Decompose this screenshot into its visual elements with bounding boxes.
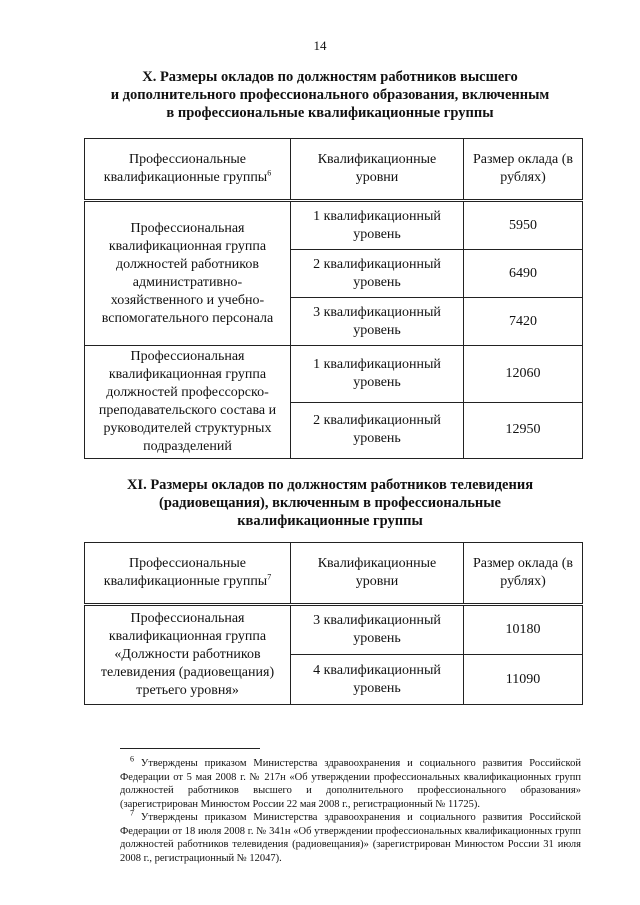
section-10-title bbox=[80, 68, 580, 122]
table-header-row bbox=[85, 543, 583, 605]
salary-cell: 12950 bbox=[464, 402, 583, 459]
salary-cell: 5950 bbox=[464, 201, 583, 250]
section-11-salary-table bbox=[84, 542, 583, 705]
footnote-text: Утверждены приказом Министерства здравоохранения и социального развития Российской Федерации от 5 мая 2008 г. № 217н «Об утверждении профессиональных квалификационных групп должностей работников высшего и дополнительного профессионального образования» (зарегистрирован Минюстом России 22 мая 2008 г., регистрационный № 11725). bbox=[120, 758, 581, 810]
header-salary-cell: Размер оклада (в рублях) bbox=[464, 139, 583, 201]
footnote-6 bbox=[120, 754, 581, 811]
footnote-7 bbox=[120, 808, 581, 865]
level-cell: 3 квалификационный уровень bbox=[291, 605, 464, 655]
footnote-ref-6[interactable]: 6 bbox=[267, 168, 272, 178]
level-cell: 1 квалификационный уровень bbox=[291, 346, 464, 403]
header-group-cell: Профессиональные квалификационные группы$^7$ bbox=[85, 543, 291, 605]
section-11-title-line: квалификационные группы bbox=[237, 513, 423, 529]
salary-cell: 12060 bbox=[464, 346, 583, 403]
level-cell: 3 квалификационный уровень bbox=[291, 298, 464, 346]
salary-cell: 10180 bbox=[464, 605, 583, 655]
header-group-cell: Профессиональные квалификационные группы$^6$ bbox=[85, 139, 291, 201]
footnote-mark: 7 bbox=[130, 808, 134, 818]
section-10-title-line: X. Размеры окладов по должностям работников высшего bbox=[142, 69, 518, 85]
footnote-text: Утверждены приказом Министерства здравоохранения и социального развития Российской Федерации от 18 июля 2008 г. № 341н «Об утверждении профессиональных квалификационных групп должностей работников телевидения (радиовещания)» (зарегистрирован Минюстом России 31 июля 2008 г., регистрационный № 12047). bbox=[120, 812, 581, 864]
group-name-cell: Профессиональная квалификационная группа «Должности работников телевидения (радиовещания) третьего уровня» bbox=[85, 605, 291, 705]
footnote-mark: 6 bbox=[130, 754, 134, 764]
header-salary-cell: Размер оклада (в рублях) bbox=[464, 543, 583, 605]
footnote-ref-7[interactable]: 7 bbox=[267, 572, 272, 582]
table-header-row bbox=[85, 139, 583, 201]
header-level-cell: Квалификационные уровни bbox=[291, 139, 464, 201]
salary-cell: 6490 bbox=[464, 250, 583, 298]
group-name-cell: Профессиональная квалификационная группа должностей профессорско-преподавательского состава и руководителей структурных подразделений bbox=[85, 346, 291, 459]
level-cell: 2 квалификационный уровень bbox=[291, 402, 464, 459]
salary-cell: 11090 bbox=[464, 655, 583, 705]
level-cell: 2 квалификационный уровень bbox=[291, 250, 464, 298]
group-name-cell: Профессиональная квалификационная группа должностей работников административно-хозяйственного и учебно-вспомогательного персонала bbox=[85, 201, 291, 346]
table-row bbox=[85, 346, 583, 403]
section-10-title-line: и дополнительного профессионального образования, включенным bbox=[110, 87, 550, 103]
level-cell: 4 квалификационный уровень bbox=[291, 655, 464, 705]
salary-cell: 7420 bbox=[464, 298, 583, 346]
page-number: 14 bbox=[313, 38, 327, 53]
table-row bbox=[85, 201, 583, 250]
section-11-title bbox=[80, 476, 580, 530]
header-level-cell: Квалификационные уровни bbox=[291, 543, 464, 605]
section-11-title-line: XI. Размеры окладов по должностям работников телевидения bbox=[126, 477, 534, 493]
section-10-salary-table bbox=[84, 138, 583, 459]
section-10-title-line: в профессиональные квалификационные группы bbox=[166, 105, 494, 121]
table-row bbox=[85, 605, 583, 655]
level-cell: 1 квалификационный уровень bbox=[291, 201, 464, 250]
footnote-divider bbox=[120, 748, 260, 749]
section-11-title-line: (радиовещания), включенным в профессиональные bbox=[159, 495, 501, 511]
